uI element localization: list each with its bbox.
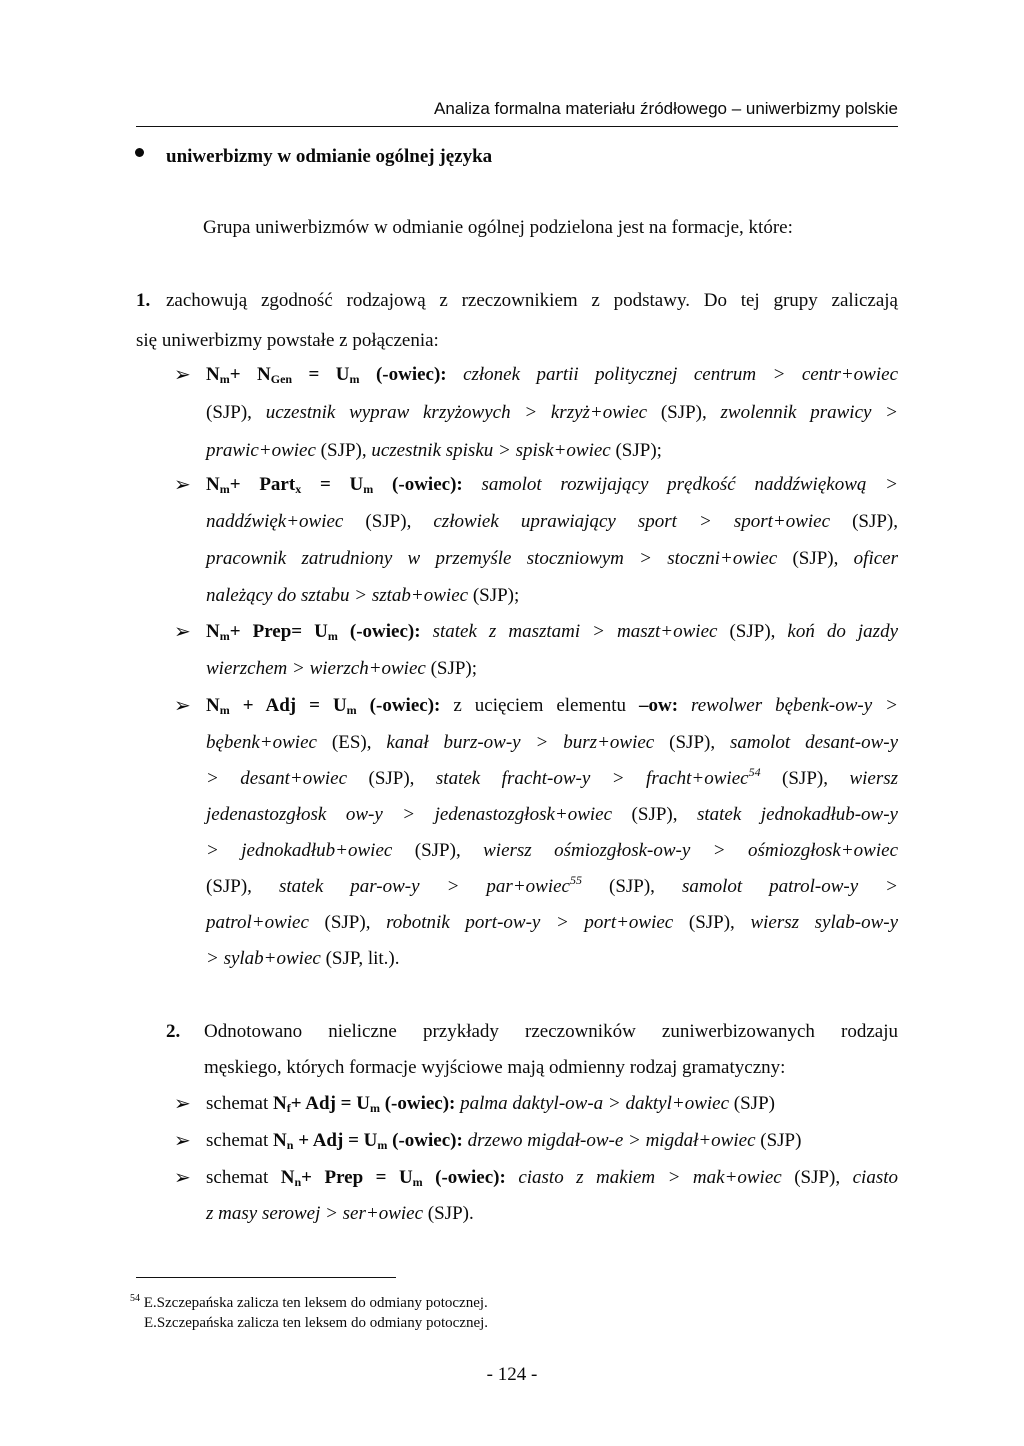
formula-1-line-2: (SJP), uczestnik wypraw krzyżowych > krzyż+owiec (SJP), zwolennik prawicy > (206, 402, 899, 423)
point-2-number: 2. (166, 1021, 181, 1042)
formula-1-line-3: prawic+owiec (SJP), uczestnik spisku > spisk+owiec (SJP); (206, 440, 662, 461)
running-header: Analiza formalna materiału źródłowego – uniwerbizmy polskie (136, 96, 898, 127)
formula-4-line-6: (SJP), statek par-ow-y > par+owiec$^{55}$ (SJP), samolot patrol-ow-y > (206, 873, 898, 897)
intro-paragraph: Grupa uniwerbizmów w odmianie ogólnej podzielona jest na formacje, które: (203, 217, 793, 238)
arrow-bullet-icon: ➢ (174, 364, 191, 386)
point-2-line-1: Odnotowano nieliczne przykłady rzeczowników zuniwerbizowanych rodzaju (204, 1021, 898, 1042)
formula-4-line-8: > sylab+owiec (SJP, lit.). (206, 948, 400, 969)
scheme-3-continued: z masy serowej > ser+owiec (SJP). (206, 1203, 474, 1224)
formula-2-line-1: $N_m+$ Part$_x$ = $U_m$ (-owiec): samolot rozwijający prędkość naddźwiękową > (206, 474, 898, 496)
formula-4-line-3: > desant+owiec (SJP), statek fracht-ow-y > fracht+owiec$^{54}$ (SJP), wiersz (206, 765, 899, 789)
arrow-bullet-icon: ➢ (174, 1167, 191, 1189)
footnote-separator (136, 1277, 396, 1278)
formula-1-line-1: $N_m+ N_{Gen} = U_m$ (-owiec): członek partii politycznej centrum > centr+owiec (206, 364, 898, 386)
arrow-bullet-icon: ➢ (174, 621, 191, 643)
arrow-bullet-icon: ➢ (174, 474, 191, 496)
arrow-bullet-icon: ➢ (174, 1093, 191, 1115)
formula-4-line-4: jedenastozgłosk ow-y > jedenastozgłosk+owiec (SJP), statek jednokadłub-ow-y (206, 804, 898, 825)
formula-4-line-7: patrol+owiec (SJP), robotnik port-ow-y > port+owiec (SJP), wiersz sylab-ow-y (206, 912, 899, 933)
scheme-3: schemat $N_n+$ Prep = $U_m$ (-owiec): ciasto z makiem > mak+owiec (SJP), ciasto (206, 1167, 898, 1189)
bullet-dot (135, 148, 144, 157)
footnote-54: $^{54}$ E.Szczepańska zalicza ten leksem do odmiany potocznej. (130, 1293, 488, 1311)
formula-2-line-2: naddźwięk+owiec (SJP), człowiek uprawiający sport > sport+owiec (SJP), (206, 511, 898, 532)
point-2-line-2: męskiego, których formacje wyjściowe mają odmienny rodzaj gramatyczny: (204, 1057, 786, 1078)
footnote-ref-54: 54 (748, 765, 761, 779)
arrow-bullet-icon: ➢ (174, 1130, 191, 1152)
formula-2-line-3: pracownik zatrudniony w przemyśle stoczniowym > stoczni+owiec (SJP), oficer (206, 548, 898, 569)
section-heading: uniwerbizmy w odmianie ogólnej języka (166, 146, 493, 167)
page-number: - 124 - (486, 1364, 538, 1385)
formula-3-line-1: $N_m+$ Prep= $U_m$ (-owiec): statek z masztami > maszt+owiec (SJP), koń do jazdy (206, 621, 899, 643)
point-1-line-2: się uniwerbizmy powstałe z połączenia: (136, 330, 439, 351)
point-1-line-1: zachowują zgodność rodzajową z rzeczownikiem z podstawy. Do tej grupy zaliczają (166, 290, 898, 311)
scheme-2: schemat $N_n$ + Adj = $U_m$ (-owiec): drzewo migdał-ow-e > migdał+owiec (SJP) (206, 1130, 802, 1152)
formula-2-line-4: należący do sztabu > sztab+owiec (SJP); (206, 585, 520, 606)
footnote-55: E.Szczepańska zalicza ten leksem do odmiany potocznej. (144, 1315, 489, 1331)
arrow-bullet-icon: ➢ (174, 695, 191, 717)
footnote-ref-55: 55 (569, 873, 582, 887)
scheme-1: schemat $N_f+$ Adj = $U_m$ (-owiec): palma daktyl-ow-a > daktyl+owiec (SJP) (206, 1093, 775, 1115)
formula-4-line-5: > jednokadłub+owiec (SJP), wiersz ośmiozgłosk-ow-y > ośmiozgłosk+owiec (206, 840, 898, 861)
formula-3-line-2: wierzchem > wierzch+owiec (SJP); (206, 658, 478, 679)
formula-4-line-2: bębenk+owiec (ES), kanał burz-ow-y > burz+owiec (SJP), samolot desant-ow-y (206, 732, 899, 753)
formula-4-line-1: $N_m$ + Adj = $U_m$ (-owiec): z ucięciem elementu –ow: rewolwer bębenk-ow-y > (206, 695, 898, 717)
point-1-number: 1. (136, 290, 151, 311)
